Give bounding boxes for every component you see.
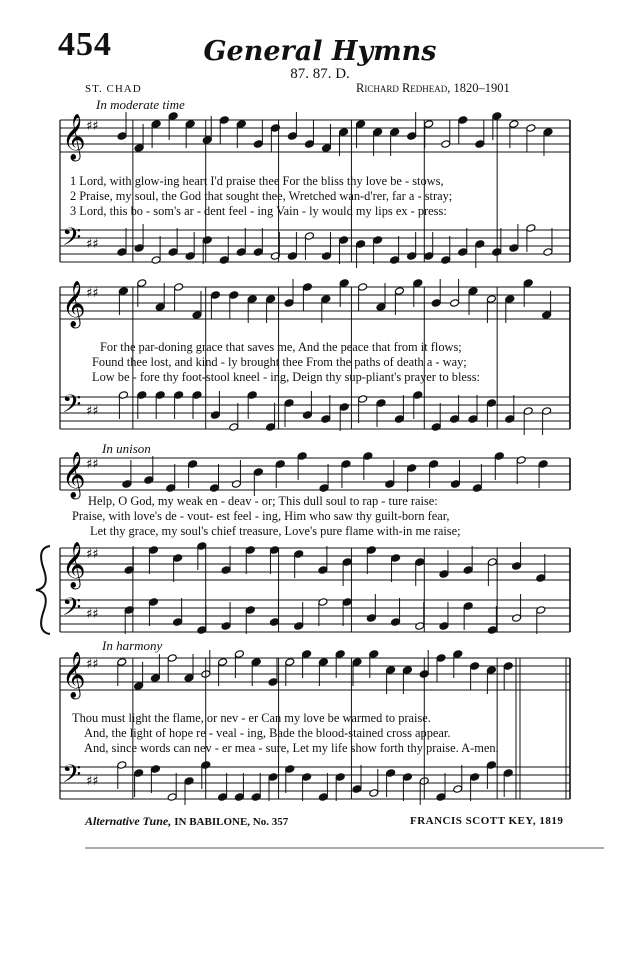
note-head [542, 311, 552, 320]
note-head [185, 120, 195, 129]
alternative-label: Alternative Tune, [85, 814, 172, 828]
note-head [148, 546, 158, 555]
bass-clef-icon: 𝄢 [62, 223, 82, 258]
note-head [234, 793, 244, 802]
tempo-mark-moderate: In moderate time [96, 97, 185, 112]
note-head [134, 144, 144, 153]
note-head [118, 391, 128, 400]
key-signature-icon: ♯♯ [86, 774, 99, 789]
note-head [144, 476, 154, 485]
note-head [148, 598, 158, 607]
note-head [431, 299, 441, 308]
note-head [536, 606, 546, 615]
note-head [342, 598, 352, 607]
key-signature-icon: ♯♯ [86, 119, 99, 134]
note-head [304, 140, 314, 149]
note-head [122, 480, 132, 489]
note-head [451, 480, 461, 489]
note-head [523, 407, 533, 416]
note-head [253, 140, 263, 149]
note-head [117, 761, 127, 770]
note-head [339, 236, 349, 245]
note-head [192, 311, 202, 320]
note-head [373, 236, 383, 245]
note-head [475, 140, 485, 149]
composer: Richard Redhead, 1820–1901 [356, 81, 510, 95]
note-head [251, 793, 261, 802]
note-head [342, 558, 352, 567]
tempo-mark-harmony: In harmony [102, 638, 163, 653]
note-head [487, 626, 497, 635]
note-head [247, 391, 257, 400]
note-head [373, 128, 383, 137]
note-head [251, 658, 261, 667]
note-head [322, 252, 332, 261]
note-head [253, 248, 263, 257]
note-head [168, 248, 178, 257]
note-head [363, 452, 373, 461]
note-head [486, 399, 496, 408]
note-head [450, 299, 460, 308]
note-head [394, 415, 404, 424]
note-head [339, 128, 349, 137]
brace-icon [36, 546, 50, 634]
note-head [407, 252, 417, 261]
note-head [463, 602, 473, 611]
note-head [441, 140, 451, 149]
note-head [268, 773, 278, 782]
note-head [366, 546, 376, 555]
note-head [413, 391, 423, 400]
note-head [275, 460, 285, 469]
note-head [505, 415, 515, 424]
key-signature-icon: ♯♯ [86, 547, 99, 562]
note-head [335, 773, 345, 782]
lyric-line: Thou must light the flame, or nev - er Can my love be warmed to praise. [72, 711, 431, 725]
note-head [117, 248, 127, 257]
lyric-line: Let thy grace, my soul's chief treasure, Love's pure flame with-in me raise; [90, 524, 461, 538]
note-head [236, 248, 246, 257]
note-head [174, 391, 184, 400]
note-head [407, 464, 417, 473]
note-head [219, 256, 229, 265]
lyric-line: Help, O God, my weak en - deav - or; This dull soul to rap - ture raise: [88, 494, 438, 508]
note-head [270, 618, 280, 627]
note-head [536, 574, 546, 583]
note-head [184, 777, 194, 786]
note-head [321, 415, 331, 424]
note-head [386, 666, 396, 675]
note-head [335, 650, 345, 659]
note-head [117, 658, 127, 667]
note-head [458, 248, 468, 257]
note-head [439, 622, 449, 631]
note-head [319, 484, 329, 493]
note-head [188, 460, 198, 469]
note-head [468, 415, 478, 424]
note-head [318, 658, 328, 667]
alternative-tune-name: IN BABILONE, No. 357 [174, 816, 289, 828]
note-head [512, 614, 522, 623]
note-head [494, 452, 504, 461]
note-head [439, 570, 449, 579]
note-head [424, 120, 434, 129]
note-head [304, 232, 314, 241]
meter: 87. 87. D. [290, 66, 350, 82]
note-head [134, 244, 144, 253]
note-head [151, 256, 161, 265]
note-head [402, 773, 412, 782]
bass-clef-icon: 𝄢 [62, 760, 82, 795]
note-head [453, 650, 463, 659]
note-head [285, 658, 295, 667]
note-head [450, 415, 460, 424]
note-head [173, 618, 183, 627]
lyric-line: 2 Praise, my soul, the God that sought thee, Wretched wan-d'rer, far a - stray; [70, 189, 453, 203]
note-head [441, 256, 451, 265]
note-head [413, 279, 423, 288]
note-head [173, 554, 183, 563]
note-head [192, 391, 202, 400]
note-head [526, 124, 536, 133]
note-head [174, 283, 184, 292]
note-head [486, 761, 496, 770]
note-head [458, 116, 468, 125]
lyric-line: 1 Lord, with glow-ing heart I'd praise thee For the bliss thy love be - stows, [70, 174, 444, 188]
note-head [318, 598, 328, 607]
lyric-line: Found thee lost, and kind - ly brought thee From the paths of death a - way; [92, 355, 467, 369]
note-head [487, 558, 497, 567]
note-head [150, 765, 160, 774]
note-head [219, 116, 229, 125]
note-head [431, 423, 441, 432]
note-head [210, 411, 220, 420]
key-signature-icon: ♯♯ [86, 607, 99, 622]
treble-clef-icon: 𝄞 [62, 281, 86, 327]
lyric-line: And, since words can nev - er mea - sure, Let my life show forth thy praise. A-men. [84, 741, 499, 755]
note-head [236, 120, 246, 129]
note-head [302, 411, 312, 420]
note-head [436, 654, 446, 663]
note-head [385, 480, 395, 489]
note-head [402, 666, 412, 675]
note-head [247, 295, 257, 304]
note-head [390, 256, 400, 265]
note-head [202, 136, 212, 145]
note-head [415, 558, 425, 567]
note-head [538, 460, 548, 469]
bass-clef-icon: 𝄢 [62, 390, 82, 425]
note-head [151, 120, 161, 129]
note-head [386, 769, 396, 778]
note-head [356, 120, 366, 129]
note-head [394, 287, 404, 296]
note-head [376, 399, 386, 408]
note-head [266, 295, 276, 304]
note-head [218, 658, 228, 667]
note-head [221, 566, 231, 575]
note-head [150, 674, 160, 683]
note-head [542, 407, 552, 416]
note-head [270, 546, 280, 555]
treble-clef-icon: 𝄞 [62, 452, 86, 498]
note-head [509, 120, 519, 129]
note-head [543, 248, 553, 257]
key-signature-icon: ♯♯ [86, 657, 99, 672]
note-head [358, 283, 368, 292]
note-head [543, 128, 553, 137]
note-head [166, 484, 176, 493]
note-head [302, 773, 312, 782]
note-head [472, 484, 482, 493]
harmonist-credit: FRANCIS SCOTT KEY, 1819 [410, 815, 564, 827]
treble-clef-icon: 𝄞 [62, 114, 86, 160]
note-head [268, 678, 278, 687]
note-head [202, 236, 212, 245]
note-head [266, 423, 276, 432]
note-head [526, 224, 536, 233]
note-head [376, 303, 386, 312]
note-head [486, 666, 496, 675]
note-head [229, 291, 239, 300]
note-head [358, 395, 368, 404]
note-head [287, 132, 297, 141]
note-head [505, 295, 515, 304]
note-head [302, 650, 312, 659]
lyric-line: Praise, with love's de - vout- est feel - ing, Him who saw thy guilt-born fear, [72, 509, 450, 523]
note-head [318, 793, 328, 802]
note-head [137, 279, 147, 288]
note-head [284, 299, 294, 308]
note-head [429, 460, 439, 469]
note-head [407, 132, 417, 141]
note-head [391, 618, 401, 627]
note-head [475, 240, 485, 249]
note-head [167, 793, 177, 802]
note-head [155, 391, 165, 400]
note-head [341, 460, 351, 469]
note-head [168, 112, 178, 121]
note-head [321, 295, 331, 304]
note-head [210, 484, 220, 493]
key-signature-icon: ♯♯ [86, 286, 99, 301]
note-head [503, 769, 513, 778]
note-head [492, 112, 502, 121]
treble-clef-icon: 𝄞 [62, 542, 86, 588]
note-head [185, 252, 195, 261]
treble-clef-icon: 𝄞 [62, 652, 86, 698]
note-head [234, 650, 244, 659]
lyric-line: For the par-doning grace that saves me, And the peace that from it flows; [100, 340, 462, 354]
note-head [229, 423, 239, 432]
note-head [424, 252, 434, 261]
note-head [463, 566, 473, 575]
note-head [137, 391, 147, 400]
note-head [415, 622, 425, 631]
note-head [245, 606, 255, 615]
note-head [231, 480, 241, 489]
note-head [503, 662, 513, 671]
note-head [339, 279, 349, 288]
note-head [453, 785, 463, 794]
note-head [486, 295, 496, 304]
note-head [118, 287, 128, 296]
staff-systems [36, 112, 570, 805]
note-head [167, 654, 177, 663]
note-head [369, 789, 379, 798]
note-head [210, 291, 220, 300]
running-title: General Hymns [203, 36, 437, 67]
key-signature-icon: ♯♯ [86, 237, 99, 252]
note-head [155, 303, 165, 312]
note-head [390, 128, 400, 137]
hymn-number: 454 [58, 26, 112, 63]
note-head [253, 468, 263, 477]
note-head [352, 785, 362, 794]
note-head [297, 452, 307, 461]
note-head [352, 658, 362, 667]
note-head [470, 662, 480, 671]
key-signature-icon: ♯♯ [86, 457, 99, 472]
tempo-mark-unison: In unison [102, 441, 151, 456]
note-head [369, 650, 379, 659]
note-head [302, 283, 312, 292]
note-head [285, 765, 295, 774]
note-head [284, 399, 294, 408]
note-head [245, 546, 255, 555]
note-head [134, 769, 144, 778]
note-head [436, 793, 446, 802]
note-head [184, 674, 194, 683]
note-head [468, 287, 478, 296]
note-head [512, 562, 522, 571]
note-head [391, 554, 401, 563]
note-head [516, 456, 526, 465]
note-head [470, 773, 480, 782]
note-head [356, 240, 366, 249]
tune-name: ST. CHAD [85, 83, 142, 95]
note-head [221, 622, 231, 631]
note-head [339, 403, 349, 412]
note-head [523, 279, 533, 288]
note-head [134, 682, 144, 691]
note-head [117, 132, 127, 141]
lyric-line: 3 Lord, this bo - som's ar - dent feel - ing Vain - ly would my lips ex - press: [70, 204, 447, 218]
note-head [366, 614, 376, 623]
note-head [318, 566, 328, 575]
lyric-line: And, the light of hope re - veal - ing, Bade the blood-stained cross appear. [84, 726, 451, 740]
bass-clef-icon: 𝄢 [62, 593, 82, 628]
note-head [294, 622, 304, 631]
key-signature-icon: ♯♯ [86, 404, 99, 419]
note-head [509, 244, 519, 253]
note-head [322, 144, 332, 153]
note-head [218, 793, 228, 802]
note-head [287, 252, 297, 261]
note-head [294, 550, 304, 559]
lyric-line: Low be - fore thy foot-stool kneel - ing, Deign thy sup-pliant's prayer to bless: [92, 370, 480, 384]
